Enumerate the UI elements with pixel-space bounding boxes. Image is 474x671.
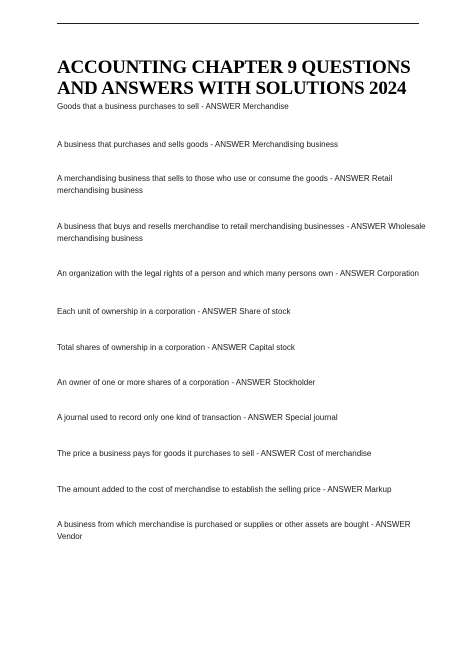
qa-entry: The price a business pays for goods it purchases to sell - ANSWER Cost of merchandise xyxy=(57,449,372,458)
qa-entry: Total shares of ownership in a corporation - ANSWER Capital stock xyxy=(57,343,295,352)
qa-entry: Each unit of ownership in a corporation - ANSWER Share of stock xyxy=(57,307,291,316)
document-title: ACCOUNTING CHAPTER 9 QUESTIONS AND ANSWERS WITH SOLUTIONS 2024 xyxy=(57,57,411,99)
qa-entry: A business that purchases and sells goods - ANSWER Merchandising business xyxy=(57,140,339,149)
qa-entry: An owner of one or more shares of a corporation - ANSWER Stockholder xyxy=(57,378,316,387)
qa-entry: A journal used to record only one kind of transaction - ANSWER Special journal xyxy=(57,413,338,422)
qa-entry: Goods that a business purchases to sell - ANSWER Merchandise xyxy=(57,102,289,111)
qa-entry: A business from which merchandise is purchased or supplies or other assets are bought - ANSWER Vendor xyxy=(57,520,411,541)
header-rule xyxy=(57,23,419,24)
qa-entry: The amount added to the cost of merchandise to establish the selling price - ANSWER Markup xyxy=(57,485,392,494)
qa-entry: A business that buys and resells merchandise to retail merchandising businesses - ANSWER Wholesale merchandising business xyxy=(57,222,426,243)
qa-entry: An organization with the legal rights of a person and which many persons own - ANSWER Corporation xyxy=(57,269,419,278)
qa-entry: A merchandising business that sells to those who use or consume the goods - ANSWER Retail merchandising business xyxy=(57,174,393,195)
